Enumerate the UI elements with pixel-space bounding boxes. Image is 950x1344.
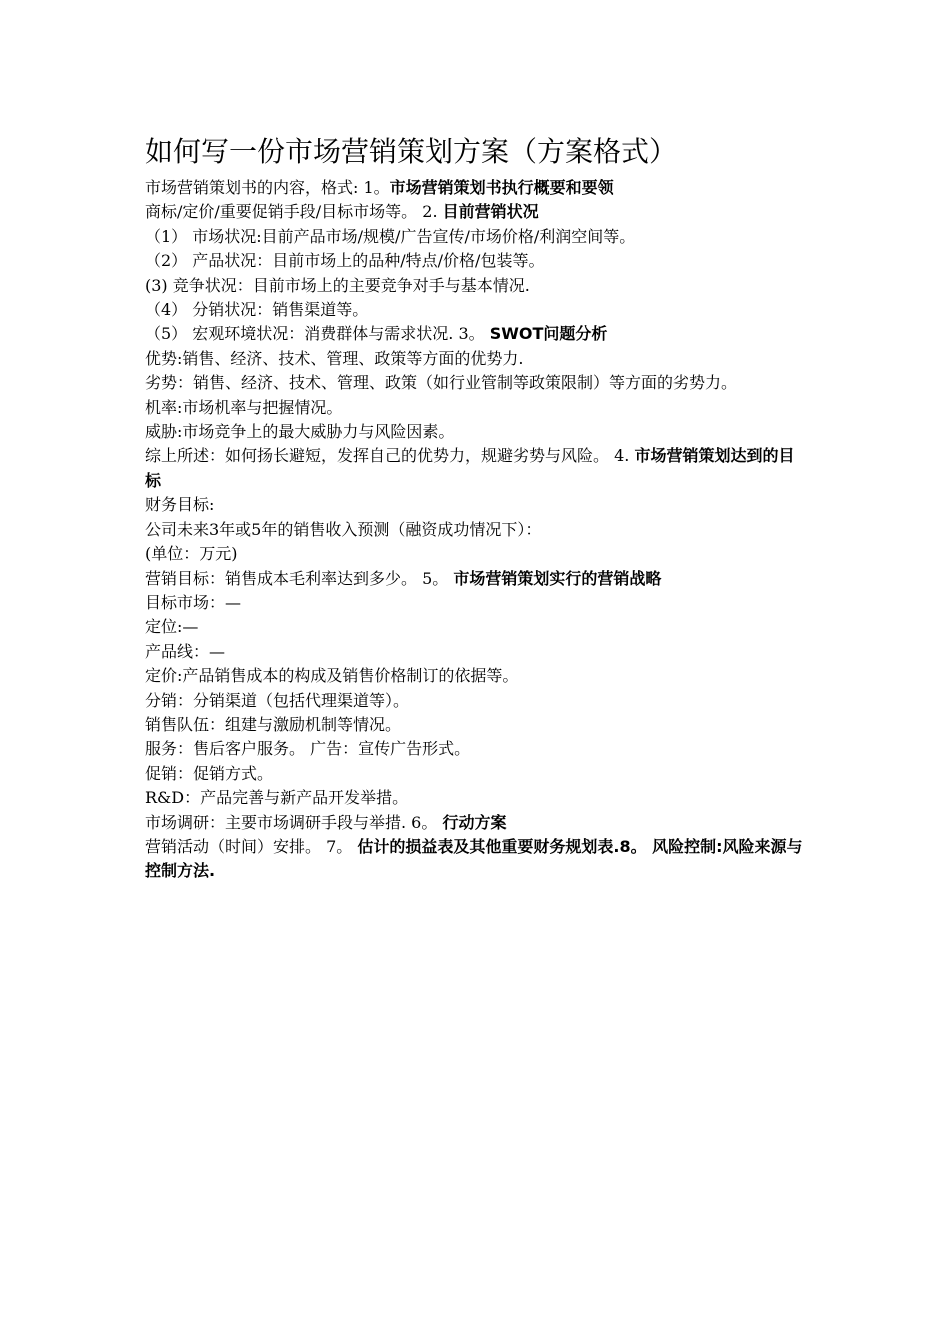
- document-line: [145, 493, 810, 517]
- body-text: 市场调研：主要市场调研手段与举措. 6。: [145, 812, 443, 832]
- body-text: （1） 市场状况:目前产品市场/规模/广告宣传/市场价格/利润空间等。: [145, 226, 636, 246]
- document-line: [145, 664, 810, 688]
- document-line: [145, 396, 810, 420]
- body-text: （4） 分销状况：销售渠道等。: [145, 300, 369, 320]
- body-text: 销售队伍：组建与激励机制等情况。: [145, 714, 402, 734]
- body-text: （5） 宏观环境状况：消费群体与需求状况. 3。: [145, 324, 490, 344]
- document-line: [145, 347, 810, 371]
- document-line: [145, 737, 810, 761]
- document-line: [145, 640, 810, 664]
- body-text: 商标/定价/重要促销手段/目标市场等。 2.: [145, 202, 443, 222]
- bold-heading-text: 行动方案: [442, 812, 507, 832]
- document-line: [145, 786, 810, 810]
- body-text: 服务：售后客户服务。 广告：宣传广告形式。: [145, 739, 471, 759]
- document-line: [145, 225, 810, 249]
- body-text: 营销活动（时间）安排。 7。: [145, 836, 358, 856]
- body-text: 劣势：销售、经济、技术、管理、政策（如行业管制等政策限制）等方面的劣势力。: [145, 373, 738, 393]
- document-line: [145, 322, 810, 346]
- body-text: 威胁:市场竞争上的最大威胁力与风险因素。: [145, 422, 455, 442]
- document-line: [145, 298, 810, 322]
- body-text: 公司未来3年或5年的销售收入预测（融资成功情况下）：: [145, 519, 542, 539]
- document-line: [145, 615, 810, 639]
- body-text: 优势:销售、经济、技术、管理、政策等方面的优势力.: [145, 348, 524, 368]
- bold-heading-text: 目前营销状况: [442, 202, 539, 222]
- body-text: 市场营销策划书的内容，格式: 1。: [145, 178, 390, 197]
- document-line: [145, 567, 810, 591]
- bold-heading-text: 估计的损益表及其他重要财务规划表.8。 风险控制:风险来源与控制方法.: [145, 836, 803, 881]
- body-text: 综上所述：如何扬长避短，发挥自己的优势力，规避劣势与风险。 4.: [145, 446, 635, 466]
- body-text: 促销：促销方式。: [145, 763, 274, 783]
- document-line: [145, 542, 810, 566]
- document-body: [145, 130, 810, 884]
- bold-heading-text: 市场营销策划书执行概要和要领: [389, 178, 614, 197]
- body-text: 营销目标：销售成本毛利率达到多少。 5。: [145, 568, 454, 588]
- document-line: [145, 713, 810, 737]
- document-line: [145, 811, 810, 835]
- body-text: 定价:产品销售成本的构成及销售价格制订的依据等。: [145, 666, 519, 686]
- document-line: [145, 689, 810, 713]
- body-text: 财务目标:: [145, 495, 215, 515]
- document-lines: [145, 176, 810, 884]
- bold-heading-text: SWOT问题分析: [489, 324, 608, 344]
- body-text: 定位:—: [145, 617, 199, 637]
- body-text: R&D：产品完善与新产品开发举措。: [145, 788, 409, 808]
- bold-heading-text: 市场营销策划实行的营销战略: [453, 568, 662, 588]
- body-text: 机率:市场机率与把握情况。: [145, 397, 343, 417]
- document-line: [145, 835, 810, 884]
- body-text: (3) 竞争状况：目前市场上的主要竞争对手与基本情况.: [145, 275, 530, 295]
- document-line: [145, 274, 810, 298]
- document-line: [145, 176, 810, 200]
- document-line: [145, 518, 810, 542]
- document-line: [145, 591, 810, 615]
- document-line: [145, 444, 810, 493]
- bold-heading-text: 市场营销策划达到的目标: [145, 446, 795, 490]
- body-text: 产品线：—: [145, 641, 226, 661]
- body-text: (单位：万元): [145, 544, 238, 564]
- document-line: [145, 420, 810, 444]
- document-title: 如何写一份市场营销策划方案（方案格式）: [145, 135, 678, 168]
- document-line: [145, 249, 810, 273]
- body-text: 目标市场：—: [145, 592, 242, 612]
- document-line: [145, 762, 810, 786]
- document-line: [145, 371, 810, 395]
- body-text: （2） 产品状况：目前市场上的品种/特点/价格/包装等。: [145, 251, 545, 271]
- body-text: 分销：分销渠道（包括代理渠道等）。: [145, 690, 410, 710]
- document-line: [145, 200, 810, 224]
